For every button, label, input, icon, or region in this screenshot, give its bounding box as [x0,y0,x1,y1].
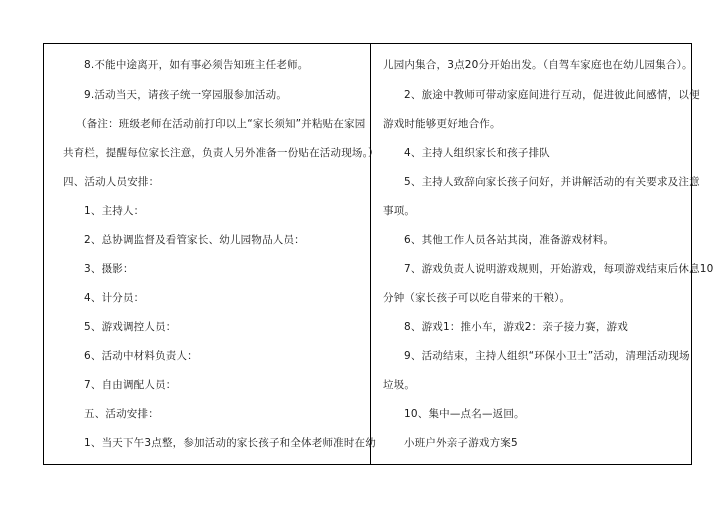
left-line-11: 6、活动中材料负责人： [84,350,198,362]
right-line-5: 5、主持人致辞向家长孩子问好，并讲解活动的有关要求及注意 [404,176,700,188]
next-section-title: 小班户外亲子游戏方案5 [404,437,518,449]
left-line-9: 4、计分员： [84,292,145,304]
left-line-2: 9.活动当天，请孩子统一穿园服参加活动。 [84,89,288,101]
column-divider [370,43,371,465]
right-line-11: 9、活动结束，主持人组织“环保小卫士”活动，清理活动现场 [404,350,690,362]
left-line-4: 共育栏，提醒每位家长注意，负责人另外准备一份贴在活动现场。） [63,147,379,159]
left-line-12: 7、自由调配人员： [84,379,177,391]
right-line-13: 10、集中—点名—返回。 [404,408,525,420]
left-line-7: 2、总协调监督及看管家长、幼儿园物品人员： [84,234,305,246]
right-line-6: 事项。 [383,205,416,217]
right-line-4: 4、主持人组织家长和孩子排队 [404,147,550,159]
right-line-3: 游戏时能够更好地合作。 [383,118,501,130]
section-heading-schedule: 五、活动安排： [84,408,159,420]
left-line-1: 8.不能中途离开，如有事必须告知班主任老师。 [84,59,309,71]
left-line-8: 3、摄影： [84,263,134,275]
page-frame [43,43,692,465]
left-line-3: （备注：班级老师在活动前打印以上“家长须知”并粘贴在家园 [76,118,366,130]
section-heading-staff: 四、活动人员安排： [63,176,160,188]
right-line-9: 分钟（家长孩子可以吃自带来的干粮）。 [383,292,571,304]
right-line-1: 儿园内集合，3点20分开始出发。（自驾车家庭也在幼儿园集合）。 [383,59,693,71]
left-line-14: 1、当天下午3点整，参加活动的家长孩子和全体老师准时在幼 [84,437,376,449]
right-line-2: 2、旅途中教师可带动家庭间进行互动，促进彼此间感情，以便 [404,89,700,101]
right-line-10: 8、游戏1：推小车，游戏2：亲子接力赛，游戏 [404,321,628,333]
left-line-6: 1、主持人： [84,205,145,217]
right-line-8: 7、游戏负责人说明游戏规则，开始游戏，每项游戏结束后休息10 [404,263,714,275]
left-line-10: 5、游戏调控人员： [84,321,177,333]
right-line-7: 6、其他工作人员各站其岗，准备游戏材料。 [404,234,615,246]
right-line-12: 垃圾。 [383,379,416,391]
